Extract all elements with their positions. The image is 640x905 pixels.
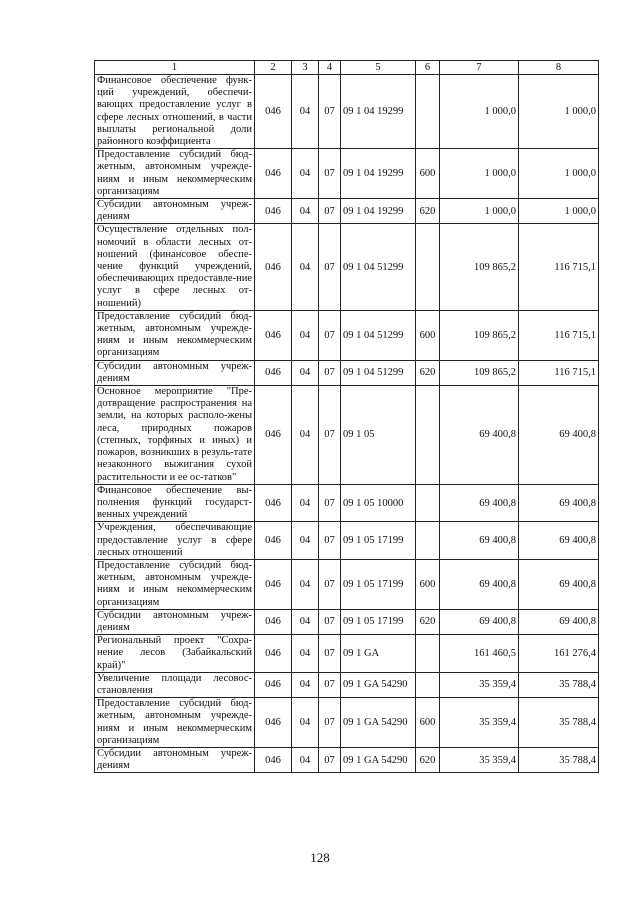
amount-year-1: 109 865,2 — [440, 360, 519, 385]
expense-type-code — [416, 386, 440, 485]
department-code: 046 — [255, 199, 292, 224]
item-name: Субсидии автономным учреж-дениям — [95, 609, 255, 634]
column-header: 4 — [319, 61, 341, 75]
item-name: Субсидии автономным учреж-дениям — [95, 360, 255, 385]
column-header: 1 — [95, 61, 255, 75]
expense-type-code: 620 — [416, 609, 440, 634]
subsection-code: 07 — [319, 672, 341, 697]
target-article-code: 09 1 04 51299 — [341, 310, 416, 360]
table-row — [95, 360, 599, 385]
department-code: 046 — [255, 224, 292, 310]
section-code: 04 — [292, 747, 319, 772]
section-code: 04 — [292, 698, 319, 748]
amount-year-1: 69 400,8 — [440, 609, 519, 634]
item-name: Учреждения, обеспечивающие предоставление услуг в сфере лесных отношений — [95, 522, 255, 560]
target-article-code: 09 1 04 19299 — [341, 149, 416, 199]
department-code: 046 — [255, 609, 292, 634]
section-code: 04 — [292, 199, 319, 224]
item-name: Предоставление субсидий бюд-жетным, автономным учрежде-ниям и иным некоммерческим организациям — [95, 698, 255, 748]
item-name: Региональный проект "Сохра-нение лесов (Забайкальский край)" — [95, 635, 255, 673]
amount-year-2: 1 000,0 — [519, 75, 599, 149]
target-article-code: 09 1 04 19299 — [341, 199, 416, 224]
expense-type-code — [416, 75, 440, 149]
table-row — [95, 559, 599, 609]
section-code: 04 — [292, 484, 319, 522]
expense-type-code — [416, 672, 440, 697]
department-code: 046 — [255, 484, 292, 522]
department-code: 046 — [255, 75, 292, 149]
section-code: 04 — [292, 559, 319, 609]
target-article-code: 09 1 05 — [341, 386, 416, 485]
subsection-code: 07 — [319, 635, 341, 673]
department-code: 046 — [255, 747, 292, 772]
table-row — [95, 672, 599, 697]
target-article-code: 09 1 05 17199 — [341, 609, 416, 634]
amount-year-2: 69 400,8 — [519, 484, 599, 522]
subsection-code: 07 — [319, 484, 341, 522]
item-name: Осуществление отдельных пол-номочий в области лесных от-ношений (финансовое обеспе-чение функций учреждений, обеспечивающих предоставле-ние услуг в сфере лесных от-ношений) — [95, 224, 255, 310]
expense-type-code: 600 — [416, 310, 440, 360]
amount-year-2: 116 715,1 — [519, 224, 599, 310]
expense-type-code: 600 — [416, 149, 440, 199]
subsection-code: 07 — [319, 609, 341, 634]
target-article-code: 09 1 GA 54290 — [341, 672, 416, 697]
section-code: 04 — [292, 609, 319, 634]
budget-table — [94, 60, 599, 773]
amount-year-1: 69 400,8 — [440, 386, 519, 485]
section-code: 04 — [292, 672, 319, 697]
amount-year-2: 35 788,4 — [519, 698, 599, 748]
subsection-code: 07 — [319, 522, 341, 560]
item-name: Субсидии автономным учреж-дениям — [95, 747, 255, 772]
column-header: 5 — [341, 61, 416, 75]
target-article-code: 09 1 05 17199 — [341, 559, 416, 609]
column-header: 2 — [255, 61, 292, 75]
amount-year-2: 69 400,8 — [519, 522, 599, 560]
section-code: 04 — [292, 386, 319, 485]
department-code: 046 — [255, 522, 292, 560]
amount-year-2: 116 715,1 — [519, 360, 599, 385]
item-name: Финансовое обеспечение вы-полнения функций государст-венных учреждений — [95, 484, 255, 522]
section-code: 04 — [292, 522, 319, 560]
department-code: 046 — [255, 698, 292, 748]
item-name: Увеличение площади лесовос-становления — [95, 672, 255, 697]
item-name: Основное мероприятие "Пре-дотвращение распространения на земли, на которых располо-жены леса, природных пожаров (степных, торфяных и иных) и пожаров, возникших в резуль-тате незаконного выжигания сухой растительности и ее ос-татков" — [95, 386, 255, 485]
amount-year-1: 1 000,0 — [440, 149, 519, 199]
expense-type-code — [416, 484, 440, 522]
amount-year-2: 69 400,8 — [519, 559, 599, 609]
amount-year-1: 69 400,8 — [440, 484, 519, 522]
amount-year-1: 109 865,2 — [440, 224, 519, 310]
amount-year-2: 161 276,4 — [519, 635, 599, 673]
section-code: 04 — [292, 224, 319, 310]
table-row — [95, 75, 599, 149]
table-row — [95, 386, 599, 485]
section-code: 04 — [292, 75, 319, 149]
amount-year-1: 69 400,8 — [440, 559, 519, 609]
column-header: 7 — [440, 61, 519, 75]
section-code: 04 — [292, 310, 319, 360]
expense-type-code: 600 — [416, 559, 440, 609]
section-code: 04 — [292, 635, 319, 673]
subsection-code: 07 — [319, 559, 341, 609]
amount-year-2: 116 715,1 — [519, 310, 599, 360]
amount-year-1: 35 359,4 — [440, 672, 519, 697]
department-code: 046 — [255, 559, 292, 609]
table-row — [95, 747, 599, 772]
expense-type-code: 620 — [416, 199, 440, 224]
amount-year-2: 35 788,4 — [519, 747, 599, 772]
item-name: Предоставление субсидий бюд-жетным, автономным учрежде-ниям и иным некоммерческим организациям — [95, 149, 255, 199]
table-row — [95, 609, 599, 634]
page-number: 128 — [310, 850, 330, 865]
table-row — [95, 522, 599, 560]
target-article-code: 09 1 05 17199 — [341, 522, 416, 560]
amount-year-2: 35 788,4 — [519, 672, 599, 697]
amount-year-1: 69 400,8 — [440, 522, 519, 560]
subsection-code: 07 — [319, 149, 341, 199]
expense-type-code: 620 — [416, 360, 440, 385]
amount-year-2: 1 000,0 — [519, 199, 599, 224]
target-article-code: 09 1 04 51299 — [341, 224, 416, 310]
section-code: 04 — [292, 149, 319, 199]
table-row — [95, 224, 599, 310]
amount-year-2: 69 400,8 — [519, 386, 599, 485]
department-code: 046 — [255, 360, 292, 385]
column-header: 6 — [416, 61, 440, 75]
column-header: 3 — [292, 61, 319, 75]
item-name: Субсидии автономным учреж-дениям — [95, 199, 255, 224]
amount-year-1: 1 000,0 — [440, 75, 519, 149]
item-name: Предоставление субсидий бюд-жетным, автономным учрежде-ниям и иным некоммерческим организациям — [95, 310, 255, 360]
column-number-row — [95, 61, 599, 75]
target-article-code: 09 1 GA 54290 — [341, 747, 416, 772]
expense-type-code: 620 — [416, 747, 440, 772]
expense-type-code — [416, 635, 440, 673]
subsection-code: 07 — [319, 747, 341, 772]
expense-type-code: 600 — [416, 698, 440, 748]
department-code: 046 — [255, 149, 292, 199]
amount-year-1: 161 460,5 — [440, 635, 519, 673]
table-row — [95, 698, 599, 748]
expense-type-code — [416, 224, 440, 310]
table-row — [95, 635, 599, 673]
subsection-code: 07 — [319, 360, 341, 385]
department-code: 046 — [255, 386, 292, 485]
section-code: 04 — [292, 360, 319, 385]
amount-year-1: 35 359,4 — [440, 747, 519, 772]
amount-year-1: 35 359,4 — [440, 698, 519, 748]
item-name: Предоставление субсидий бюд-жетным, автономным учрежде-ниям и иным некоммерческим организациям — [95, 559, 255, 609]
target-article-code: 09 1 GA — [341, 635, 416, 673]
department-code: 046 — [255, 310, 292, 360]
expense-type-code — [416, 522, 440, 560]
amount-year-2: 69 400,8 — [519, 609, 599, 634]
department-code: 046 — [255, 672, 292, 697]
table-row — [95, 149, 599, 199]
amount-year-1: 1 000,0 — [440, 199, 519, 224]
amount-year-2: 1 000,0 — [519, 149, 599, 199]
amount-year-1: 109 865,2 — [440, 310, 519, 360]
target-article-code: 09 1 04 51299 — [341, 360, 416, 385]
column-header: 8 — [519, 61, 599, 75]
target-article-code: 09 1 GA 54290 — [341, 698, 416, 748]
table-row — [95, 199, 599, 224]
table-row — [95, 310, 599, 360]
subsection-code: 07 — [319, 224, 341, 310]
target-article-code: 09 1 05 10000 — [341, 484, 416, 522]
subsection-code: 07 — [319, 698, 341, 748]
item-name: Финансовое обеспечение функ-ций учреждений, обеспечи-вающих предоставление услуг в сфере лесных отношений, в части выплаты региональной доли районного коэффициента — [95, 75, 255, 149]
subsection-code: 07 — [319, 199, 341, 224]
subsection-code: 07 — [319, 75, 341, 149]
target-article-code: 09 1 04 19299 — [341, 75, 416, 149]
table-row — [95, 484, 599, 522]
subsection-code: 07 — [319, 386, 341, 485]
department-code: 046 — [255, 635, 292, 673]
subsection-code: 07 — [319, 310, 341, 360]
